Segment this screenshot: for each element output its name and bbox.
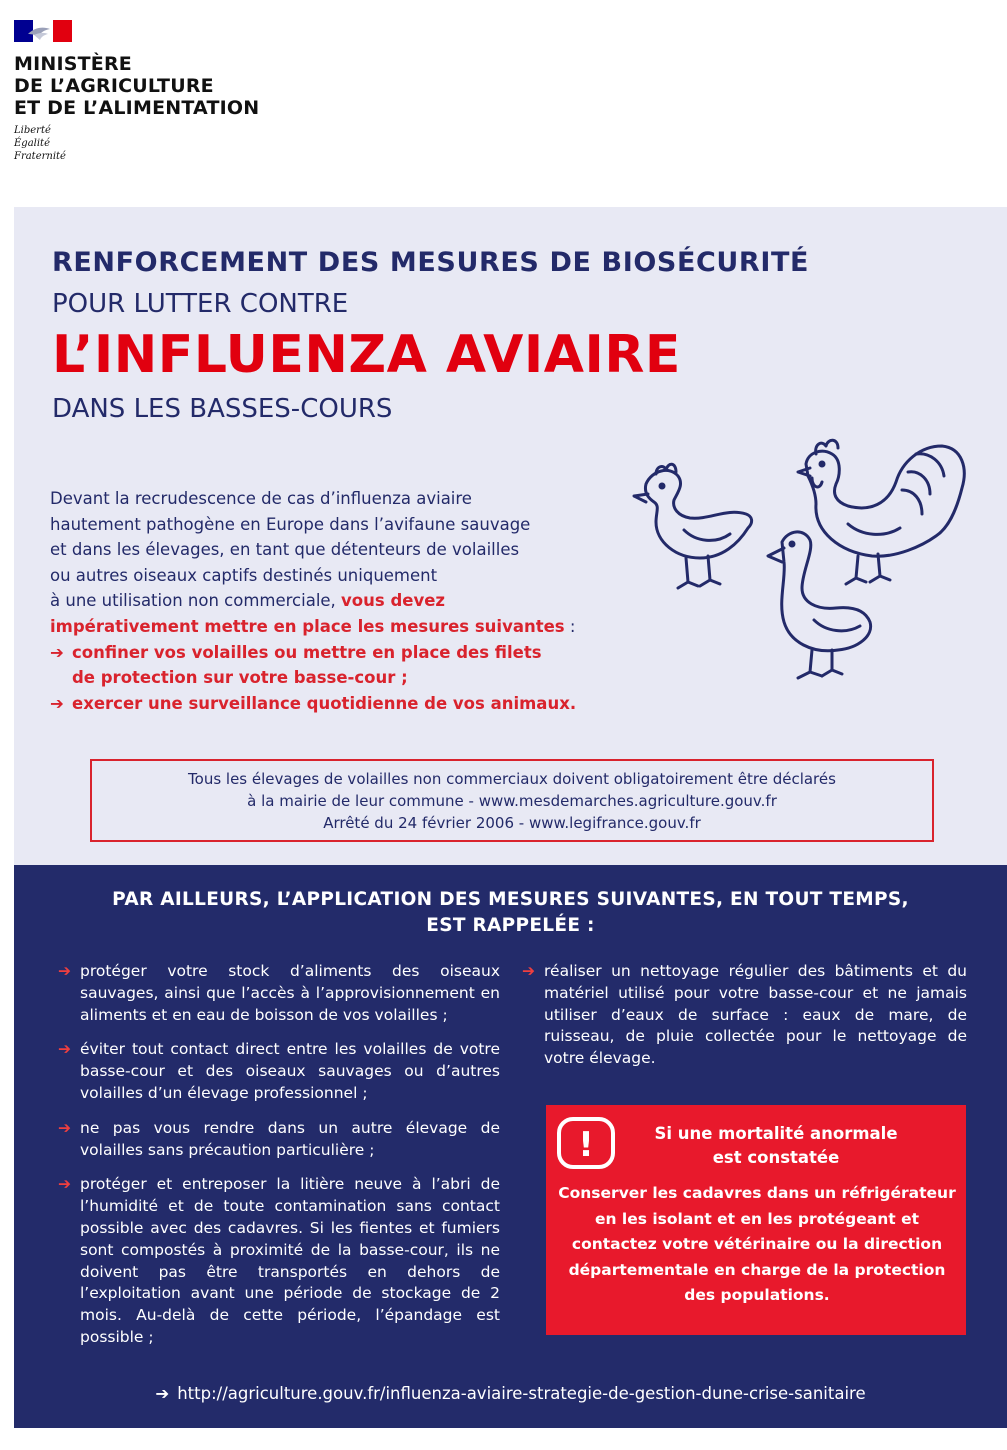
- intro-plain: :: [564, 616, 576, 636]
- arrow-right-icon: ➔: [522, 962, 535, 980]
- ministry-line: ET DE L’ALIMENTATION: [14, 97, 260, 119]
- alert-body: Conserver les cadavres dans un réfrigérateur en les isolant et en les protégeant et contactez votre vétérinaire ou la direction départementale en charge de la protection des populations.: [558, 1184, 956, 1304]
- bullet-text: confiner vos volailles ou mettre en place des filets: [72, 642, 542, 662]
- measures-right-column: [522, 961, 967, 1083]
- intro-line: Devant la recrudescence de cas d’influenza aviaire: [50, 489, 472, 508]
- republic-motto: [14, 124, 66, 163]
- measures-title-line: EST RAPPELÉE :: [426, 915, 595, 936]
- measure-text: réaliser un nettoyage régulier des bâtiments et du matériel utilisé pour votre basse-cour et ne jamais utiliser d’eaux de surface : eaux de mare, de ruisseau, de pluie collectée pour le nettoyage de votre élevage.: [544, 962, 967, 1068]
- measures-left-column: [58, 961, 500, 1362]
- measure-item: [58, 1118, 500, 1162]
- declaration-line: à la mairie de leur commune - www.mesdemarches.agriculture.gouv.fr: [247, 792, 777, 810]
- measures-title-line: PAR AILLEURS, L’APPLICATION DES MESURES SUIVANTES, EN TOUT TEMPS,: [112, 889, 909, 910]
- intro-plain: à une utilisation non commerciale,: [50, 591, 342, 611]
- motto-line: Égalité: [14, 138, 50, 149]
- poultry-illustration-icon: [626, 432, 971, 682]
- alert-title-line: est constatée: [712, 1148, 840, 1167]
- measure-item: [58, 1039, 500, 1104]
- measure-text: éviter tout contact direct entre les volailles de votre basse-cour et des oiseaux sauvages ou d’autres volailles d’un élevage professionnel ;: [80, 1040, 500, 1102]
- intro-line: hautement pathogène en Europe dans l’avifaune sauvage: [50, 514, 531, 534]
- title-main: L’INFLUENZA AVIAIRE: [52, 325, 681, 385]
- measure-item: [58, 961, 500, 1026]
- ministry-header: [14, 20, 334, 180]
- ministry-line: MINISTÈRE: [14, 53, 132, 75]
- ministry-line: DE L’AGRICULTURE: [14, 75, 214, 97]
- warning-glyph: !: [578, 1125, 594, 1165]
- arrow-right-icon: ➔: [58, 1175, 71, 1194]
- intro-line: et dans les élevages, en tant que détenteurs de volailles: [50, 540, 520, 560]
- arrow-right-icon: ➔: [58, 962, 71, 980]
- declaration-line: Arrêté du 24 février 2006 - www.legifrance.gouv.fr: [323, 814, 701, 832]
- declaration-line: Tous les élevages de volailles non commerciaux doivent obligatoirement être déclarés: [188, 770, 836, 788]
- info-link[interactable]: [14, 1384, 1007, 1403]
- intro-bullet-continued: de protection sur votre basse-cour ;: [72, 668, 408, 688]
- measure-text: protéger et entreposer la litière neuve à l’abri de l’humidité et de toute contamination sans contact possible avec des cadavres. Si les fientes et fumiers sont compostés à proximité de la basse-cour, ils ne doivent pas être transportés en dehors de l’exploitation avant une période de stockage de 2 mois. Au-delà de cette période, l’épandage est possible ;: [80, 1175, 500, 1346]
- info-link-url[interactable]: http://agriculture.gouv.fr/influenza-aviaire-strategie-de-gestion-dune-crise-sanitaire: [177, 1384, 866, 1403]
- measures-title: [14, 887, 1007, 939]
- arrow-right-icon: ➔: [50, 693, 64, 713]
- hen-icon: [634, 464, 752, 588]
- motto-line: Fraternité: [14, 151, 66, 162]
- intro-bullet: [50, 640, 610, 666]
- bullet-text: exercer une surveillance quotidienne de vos animaux.: [72, 693, 577, 713]
- title-line-1: RENFORCEMENT DES MESURES DE BIOSÉCURITÉ: [52, 247, 810, 278]
- measure-item: [58, 1174, 500, 1348]
- measure-text: protéger votre stock d’aliments des oiseaux sauvages, ainsi que l’accès à l’approvisionnement en aliments et en eau de boisson de vos volailles ;: [80, 962, 500, 1024]
- title-line-4: DANS LES BASSES-COURS: [52, 394, 393, 424]
- measure-item: [522, 961, 967, 1070]
- top-panel: [14, 207, 1007, 865]
- intro-text: [50, 486, 610, 716]
- alert-title-line: Si une mortalité anormale: [654, 1124, 898, 1143]
- intro-line: [50, 614, 610, 640]
- intro-emphasis: vous devez: [341, 591, 446, 611]
- measures-panel: [14, 865, 1007, 1428]
- arrow-right-icon: ➔: [50, 642, 64, 662]
- motto-line: Liberté: [14, 125, 51, 136]
- arrow-right-icon: ➔: [58, 1118, 71, 1137]
- measure-text: ne pas vous rendre dans un autre élevage de volailles sans précaution particulière ;: [80, 1118, 500, 1159]
- title-line-2: POUR LUTTER CONTRE: [52, 289, 349, 319]
- intro-bullet: [50, 691, 610, 717]
- declaration-box: [90, 759, 934, 842]
- arrow-right-icon: ➔: [58, 1040, 71, 1059]
- intro-line: [50, 588, 610, 614]
- mortality-alert-box: [546, 1105, 966, 1335]
- alert-title: [606, 1122, 946, 1170]
- ministry-name: [14, 53, 259, 119]
- arrow-right-icon: ➔: [155, 1384, 170, 1403]
- rooster-icon: [798, 440, 964, 584]
- intro-emphasis: impérativement mettre en place les mesures suivantes: [50, 616, 565, 636]
- marianne-logo-icon: [14, 20, 72, 42]
- intro-line: ou autres oiseaux captifs destinés uniquement: [50, 565, 438, 585]
